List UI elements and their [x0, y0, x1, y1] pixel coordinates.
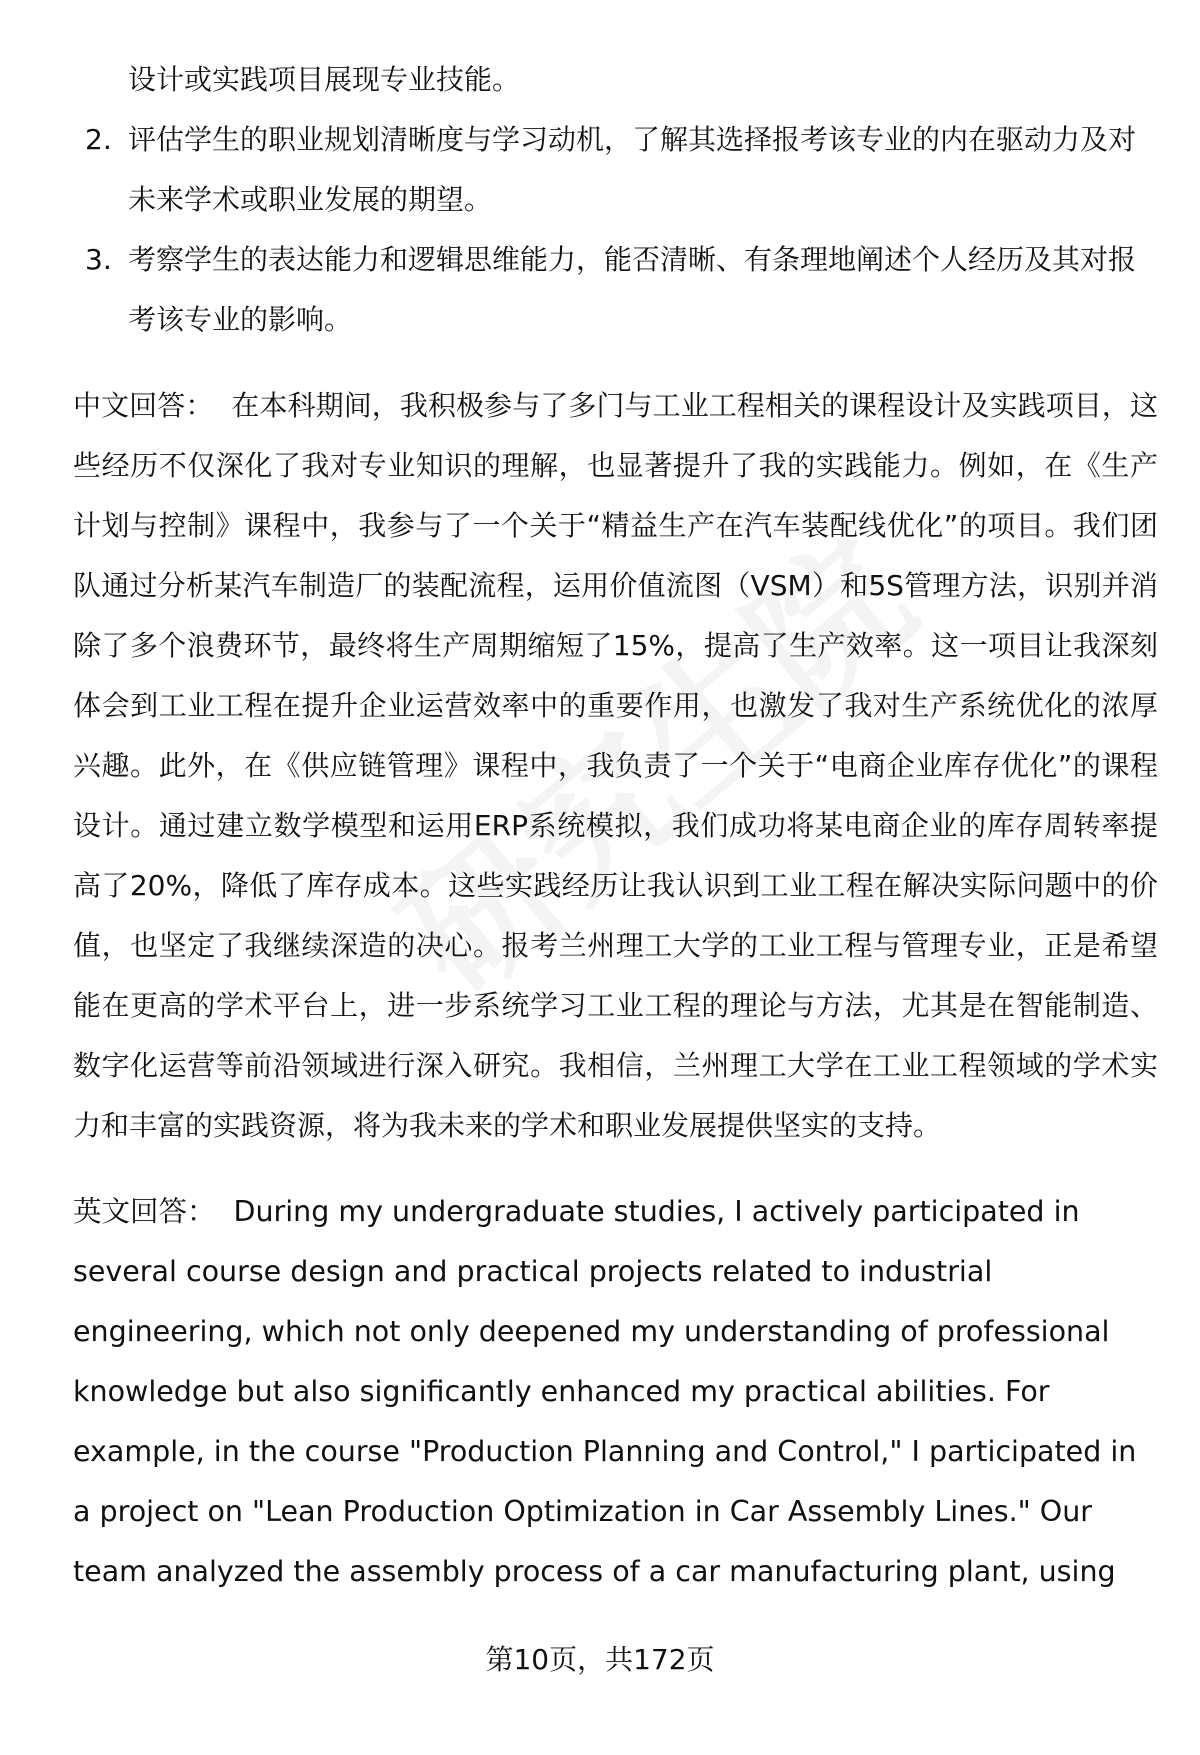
list-item-text: 考察学生的表达能力和逻辑思维能力，能否清晰、有条理地阐述个人经历及其对报考该专业的影响。 — [128, 243, 1137, 336]
list-item-number: 2. — [85, 123, 112, 156]
english-answer-label: 英文回答： — [73, 1195, 216, 1228]
list-item — [73, 110, 1158, 230]
chinese-answer-paragraph — [73, 376, 1158, 1156]
chinese-answer-label: 中文回答： — [73, 389, 214, 422]
english-answer-paragraph — [73, 1182, 1158, 1602]
list-item — [73, 230, 1158, 350]
evaluation-list — [73, 110, 1158, 350]
list-item-text: 评估学生的职业规划清晰度与学习动机，了解其选择报考该专业的内在驱动力及对未来学术或职业发展的期望。 — [128, 123, 1137, 216]
list-item-continuation: 设计或实践项目展现专业技能。 — [128, 63, 521, 96]
chinese-answer-text: 在本科期间，我积极参与了多门与工业工程相关的课程设计及实践项目，这些经历不仅深化了我对专业知识的理解，也显著提升了我的实践能力。例如，在《生产计划与控制》课程中，我参与了一个关于“精益生产在汽车装配线优化”的项目。我们团队通过分析某汽车制造厂的装配流程，运用价值流图（VSM）和5S管理方法，识别并消除了多个浪费环节，最终将生产周期缩短了15%，提高了生产效率。这一项目让我深刻体会到工业工程在提升企业运营效率中的重要作用，也激发了我对生产系统优化的浓厚兴趣。此外，在《供应链管理》课程中，我负责了一个关于“电商企业库存优化”的课程设计。通过建立数学模型和运用ERP系统模拟，我们成功将某电商企业的库存周转率提高了20%，降低了库存成本。这些实践经历让我认识到工业工程在解决实际问题中的价值，也坚定了我继续深造的决心。报考兰州理工大学的工业工程与管理专业，正是希望能在更高的学术平台上，进一步系统学习工业工程的理论与方法，尤其是在智能制造、数字化运营等前沿领域进行深入研究。我相信，兰州理工大学在工业工程领域的学术实力和丰富的实践资源，将为我未来的学术和职业发展提供坚实的支持。 — [73, 389, 1158, 1142]
english-answer-text: During my undergraduate studies, I actively participated in several course design and practical projects related to industrial engineering, which not only deepened my understanding of professional knowledge but also significantly enhanced my practical abilities. For example, in the course "Production Planning and Control," I participated in a project on "Lean Production Optimization in Car Assembly Lines." Our team analyzed the assembly process of a car manufacturing plant, using — [73, 1195, 1137, 1588]
page-number-footer: 第10页，共172页 — [485, 1643, 715, 1676]
page-content — [73, 50, 1158, 1602]
list-item-number: 3. — [85, 243, 112, 276]
